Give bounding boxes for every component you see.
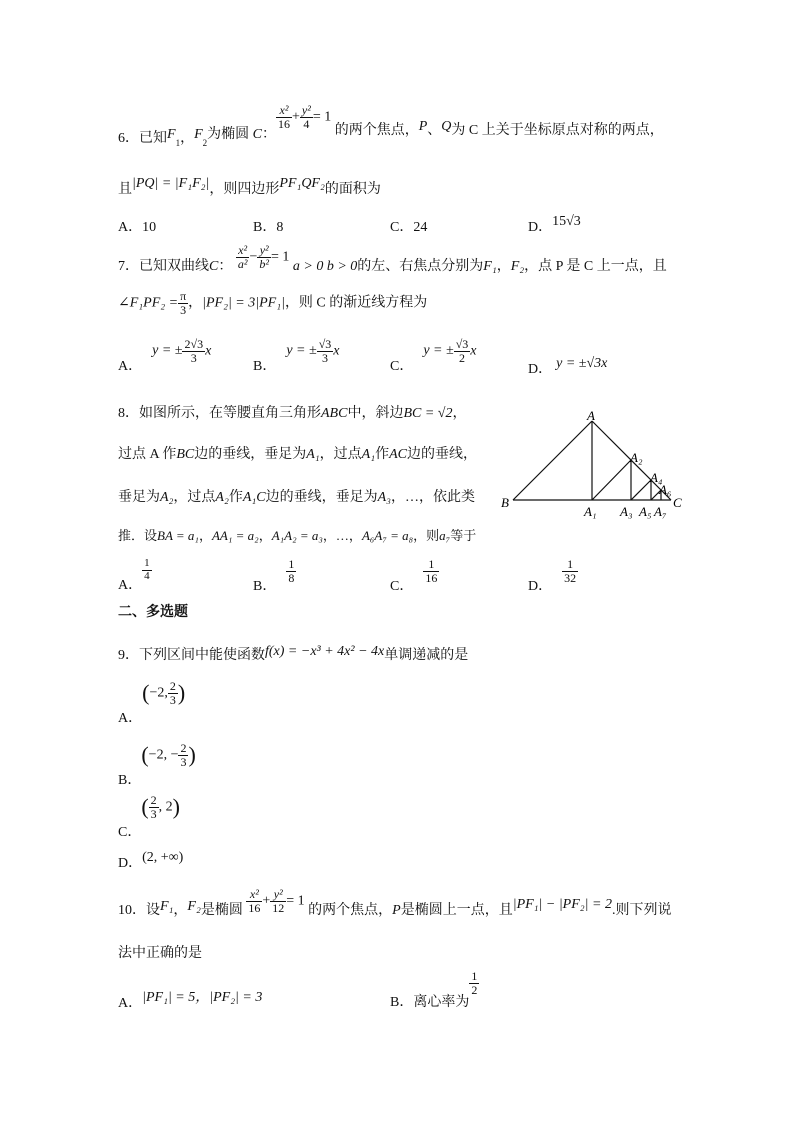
q9-option-c-label: C． — [118, 825, 142, 841]
q8-l2a1b: A₁ — [361, 447, 376, 462]
q6-qie: 且 — [118, 182, 132, 197]
q8-option-b[interactable] — [253, 557, 296, 595]
q6-tail: 为 C 上关于坐标原点对称的两点， — [451, 123, 664, 139]
q7-F2: F₂ — [510, 259, 525, 275]
fig-label-a3: A₃ — [620, 504, 633, 519]
q7-line2 — [118, 290, 427, 316]
q10-line2: 法中正确的是 — [118, 946, 202, 961]
q8-l3a1c: A₁C — [242, 490, 266, 505]
q7-frac-pi: $\frac{\pi}{3}$ — [180, 289, 187, 317]
q6-colon: ： — [261, 127, 276, 143]
section-heading-multiple-choice: 二、多选题 — [118, 604, 188, 620]
q6-line2 — [118, 172, 381, 197]
q9-option-b-label: B． — [118, 773, 142, 789]
q9-option-b-left: −2, − — [148, 747, 179, 763]
q9-option-b-frac: $\frac{2}{3}$ — [180, 741, 187, 769]
q8-l1a: 8．如图所示，在等腰直角三角形 — [118, 406, 321, 421]
q10-F2: F₂ — [187, 899, 201, 915]
q7-prefix: 7．已知双曲线 — [118, 259, 209, 275]
q8-option-c-frac: $\frac{1}{16}$ — [425, 557, 438, 585]
q8-l4s: ， — [198, 528, 212, 543]
q8-option-b-label: B． — [253, 579, 277, 595]
q9-option-a-frac: $\frac{2}{3}$ — [169, 679, 176, 707]
fig-seg-a3-a4 — [631, 480, 651, 500]
q8-l4a7: a₇ — [439, 528, 451, 543]
q7-tail: ，点 P 是 C 上一点，且 — [524, 259, 667, 275]
q7-colon: ： — [218, 259, 233, 275]
q8-line2 — [118, 443, 477, 463]
q10-mid3: 是椭圆上一点，且 — [400, 903, 513, 919]
q6-frac-x: $\frac{\text{x²}}{16}$ — [277, 103, 290, 131]
q8-l3e: ，…，依此类 — [391, 490, 476, 505]
q7-angle: ∠F₁PF₂ = — [118, 295, 179, 311]
fig-label-a4: A₄ — [650, 470, 663, 485]
q6-Q: Q — [441, 119, 452, 135]
q8-l2d: 作 — [375, 447, 390, 462]
q9-prefix: 9．下列区间中能使函数 — [118, 648, 265, 663]
q10-frac-y: $\frac{\text{y²}}{12}$ — [272, 887, 285, 915]
q8-option-a-frac: $\frac{1}{4}$ — [144, 557, 150, 582]
q10-option-a-value: |PF₁| = 5，|PF₂| = 3 — [142, 990, 263, 1005]
q8-l3c: 作 — [228, 490, 243, 505]
q9-option-d-value: (2, +∞) — [142, 850, 184, 865]
q8-l1b: 中，斜边 — [347, 406, 404, 421]
q8-l2e: 边的垂线， — [406, 447, 477, 462]
q10-F1: F₁ — [160, 899, 174, 915]
q6-F2: F — [194, 127, 203, 143]
q7-option-a-label: A． — [118, 359, 143, 375]
q8-l3b: ，过点 — [173, 490, 216, 505]
fig-label-b: B — [501, 495, 509, 510]
q7-option-c-label: C． — [390, 359, 414, 375]
q7-option-b-pre: y = ± — [286, 343, 317, 359]
q10-option-b[interactable] — [390, 969, 479, 1011]
q8-l4c: 等于 — [450, 528, 477, 543]
q6-option-d-label: D． — [528, 220, 553, 235]
q7-eq: = 1 — [270, 249, 290, 265]
q6-C: C — [252, 127, 262, 143]
q10-option-b-label: B．离心率为 — [390, 995, 470, 1011]
q9-option-b[interactable]: B．(−2, − $\frac{2}{3}$ ) — [118, 741, 196, 789]
q6-then: ，则四边形 — [209, 182, 280, 197]
q8-option-a-label: A． — [118, 578, 143, 594]
fig-label-a7: A₇ — [654, 504, 667, 519]
q8-bc: BC = √2 — [403, 406, 453, 421]
fig-label-a1: A₁ — [584, 504, 597, 519]
q9-post: 单调递减的是 — [384, 648, 469, 663]
q9-option-a[interactable]: A．(−2, $\frac{2}{3}$ ) — [118, 679, 186, 727]
q6-option-b[interactable]: B．8 — [253, 220, 284, 235]
q8-l4f1: BA = a₁ — [157, 528, 199, 543]
q8-option-d-frac: $\frac{1}{32}$ — [564, 557, 577, 585]
q10-rel: |PF₁| − |PF₂| = 2 — [512, 897, 612, 913]
q8-l2a: 过点 A 作 — [118, 447, 177, 462]
q6-mid: 为椭圆 — [207, 127, 250, 143]
q6-frac-y: $\frac{\text{y²}}{4}$ — [301, 103, 311, 131]
q7-option-d-value: y = ±√3x — [556, 356, 608, 371]
q7-minus: − — [249, 249, 258, 265]
q8-l4s3: ，…， — [322, 528, 362, 543]
q10-end: .则下列说 — [611, 903, 672, 919]
q10-eq: = 1 — [286, 893, 305, 909]
q8-l3a: 垂足为 — [118, 490, 160, 505]
q7-option-b-frac: $\frac{√3}{3}$ — [318, 337, 332, 365]
q9-option-d-label: D． — [118, 856, 143, 871]
q7-sep: ， — [496, 259, 511, 275]
q6-area: 的面积为 — [324, 182, 381, 197]
q10-line1 — [118, 887, 672, 919]
q8-l4s2: ， — [258, 528, 272, 543]
q6-P: P — [418, 119, 428, 135]
q8-l1c: ， — [452, 406, 467, 421]
q8-l2a1: A₁ — [306, 447, 320, 462]
q7-rel: |PF₂| = 3|PF₁| — [202, 295, 285, 311]
q8-option-d[interactable] — [528, 557, 578, 595]
q8-option-b-frac: $\frac{1}{8}$ — [288, 557, 295, 585]
q8-l4b: ，则 — [413, 528, 440, 543]
q6-dun: 、 — [427, 123, 442, 139]
q7-frac-y: $\frac{\text{y²}}{\text{b²}}$ — [259, 243, 269, 271]
q7-cond: a > 0 b > 0 — [292, 259, 358, 275]
q7-option-a[interactable] — [118, 337, 212, 375]
q7-F1: F₁ — [483, 259, 497, 275]
q9-stem — [118, 640, 469, 663]
q6-option-d[interactable] — [528, 210, 581, 235]
q9-function: f(x) = −x³ + 4x² − 4x — [265, 644, 385, 659]
q6-pq: |PQ| = |F₁F₂| — [132, 176, 210, 191]
q7-line1 — [118, 243, 667, 275]
q7-option-c-x: x — [470, 343, 477, 359]
q8-abc: ABC — [321, 406, 348, 421]
q8-line4 — [118, 525, 476, 544]
q9-option-a-label: A． — [118, 711, 143, 727]
q10-plus: + — [262, 893, 271, 909]
q7-option-b-x: x — [333, 343, 340, 359]
q7-option-c-pre: y = ± — [423, 343, 454, 359]
q8-line3 — [118, 486, 475, 506]
q7-option-c[interactable] — [390, 337, 477, 375]
fig-label-a6: A₆ — [659, 482, 672, 497]
q8-l2c: ，过点 — [319, 447, 362, 462]
q10-option-a-label: A． — [118, 996, 143, 1011]
q6-after: 的两个焦点， — [334, 123, 419, 139]
q10-sep: ， — [173, 903, 188, 919]
fig-label-a5: A₅ — [639, 504, 652, 519]
q7-option-a-frac: $\frac{2√3}{3}$ — [184, 337, 204, 365]
q7-option-d[interactable] — [528, 358, 607, 378]
q6-option-d-value: 15√3 — [552, 214, 581, 229]
q8-l2bc: BC — [176, 447, 195, 462]
q10-frac-x: $\frac{\text{x²}}{16}$ — [248, 887, 261, 915]
q8-option-a[interactable] — [118, 557, 152, 594]
q7-mid: 的左、右焦点分别为 — [357, 259, 484, 275]
q6-quad: PF₁QF₂ — [279, 176, 325, 191]
q7-end: ，则 C 的渐近线方程为 — [284, 295, 428, 311]
q8-triangle-figure — [496, 408, 692, 520]
q8-l3a3: A₃ — [377, 490, 392, 505]
q10-P: P — [392, 903, 401, 919]
q9-option-c[interactable]: C．( $\frac{2}{3}$ , 2) — [118, 793, 180, 841]
q6-plus: + — [291, 109, 300, 125]
q8-l4a: 推．设 — [118, 528, 158, 543]
q9-option-d[interactable] — [118, 846, 184, 871]
q8-l3d: 边的垂线，垂足为 — [265, 490, 378, 505]
q7-option-d-label: D． — [528, 362, 553, 377]
q8-line1 — [118, 402, 466, 422]
q6-option-c[interactable]: C．24 — [390, 220, 428, 235]
q10-prefix: 10．设 — [118, 903, 160, 919]
fig-label-a2: A₂ — [630, 450, 643, 465]
q8-option-c-label: C． — [390, 579, 414, 595]
q8-l3a2: A₂ — [160, 490, 174, 505]
fig-side-ba — [513, 421, 592, 500]
q7-option-a-x: x — [205, 343, 212, 359]
q10-option-b-frac: $\frac{1}{2}$ — [471, 969, 478, 997]
q9-option-c-right: , 2 — [158, 799, 173, 815]
q7-option-b-label: B． — [253, 359, 277, 375]
q8-l4f4: A₆A₇ = a₈ — [361, 528, 414, 543]
q7-option-c-frac: $\frac{√3}{2}$ — [455, 337, 469, 365]
q6-sep: ， — [180, 131, 195, 147]
q8-option-c[interactable] — [390, 557, 439, 595]
q8-option-d-label: D． — [528, 579, 553, 595]
q6-eq: = 1 — [312, 109, 332, 125]
q10-mid2: 的两个焦点， — [308, 903, 393, 919]
q6-option-a[interactable]: A．10 — [118, 220, 157, 235]
q7-option-b[interactable] — [253, 337, 340, 375]
fig-label-a: A — [587, 408, 595, 423]
q10-mid: 是椭圆 — [200, 903, 243, 919]
q8-l2ac: AC — [389, 447, 407, 462]
q8-l4f2: AA₁ = a₂ — [211, 528, 259, 543]
q10-option-a[interactable] — [118, 986, 263, 1011]
q9-option-c-frac: $\frac{2}{3}$ — [150, 793, 157, 821]
fig-label-c: C — [673, 495, 682, 510]
q8-l2b: 边的垂线，垂足为 — [194, 447, 307, 462]
q6-line1: 6．已知$F_1$，$F_2$为椭圆 C： $\frac{\text{x²}}{16}$ + $\frac{\text{y²}}{4}$ = 1 的两个焦点，P、Q为 C 上关于坐标原点对称的两点， — [118, 103, 664, 149]
fig-seg-a1-a2 — [592, 460, 631, 500]
q9-option-a-left: −2, — [149, 685, 168, 701]
q8-l3a2b: A₂ — [215, 490, 229, 505]
q6-prefix: 6．已知 — [118, 131, 167, 147]
q7-comma: ， — [188, 295, 203, 311]
q8-l4f3: A₁A₂ = a₃ — [271, 528, 323, 543]
q7-frac-x: $\frac{\text{x²}}{\text{a²}}$ — [237, 243, 248, 271]
q6-F1: F — [167, 127, 176, 143]
q7-option-a-pre: y = ± — [152, 343, 183, 359]
q7-C: C — [209, 259, 219, 275]
